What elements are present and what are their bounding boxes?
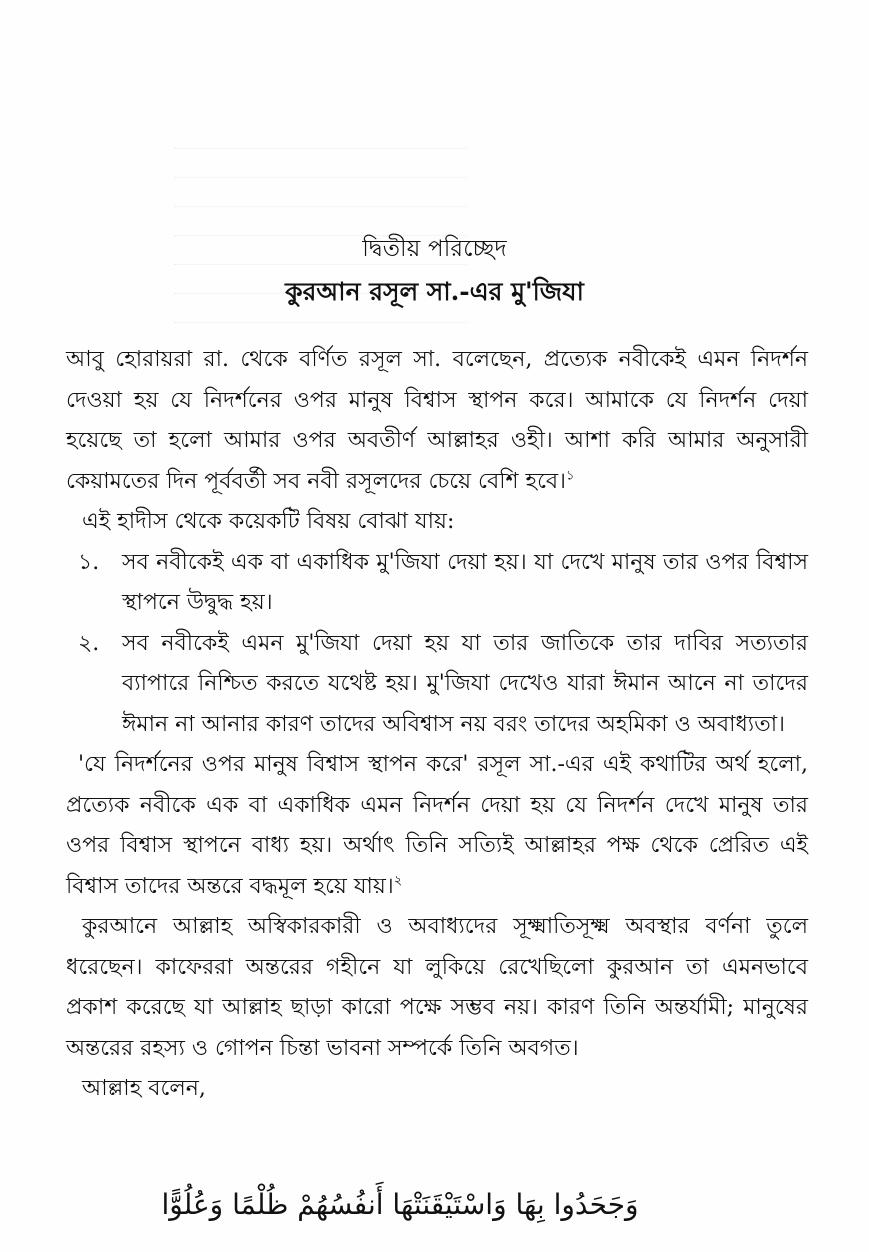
footnote-marker-1: ১: [566, 468, 575, 484]
paragraph-quran: কুরআনে আল্লাহ অস্বিকারকারী ও অবাধ্যদের সূক্ষ্মাতিসূক্ষ্ম অবস্থার বর্ণনা তুলে ধরেছেন। কাফেররা অন্তরের গহীনে যা লুকিয়ে রেখেছিলো কুরআন তা এমনভাবে প্রকাশ করেছে যা আল্লাহ ছাড়া কারো পক্ষে সম্ভব নয়। কারণ তিনি অন্তর্যামী; মানুষের অন্তরের রহস্য ও গোপন চিন্তা ভাবনা সম্পর্কে তিনি অবগত।: [66, 914, 808, 1061]
list-number: ২.: [78, 630, 100, 656]
list-item: [66, 624, 808, 746]
chapter-label: দ্বিতীয় পরিচ্ছেদ: [362, 236, 507, 262]
paragraph-intro-list: এই হাদীস থেকে কয়েকটি বিষয় বোঝা যায়:: [82, 509, 455, 534]
paragraph-hadith: আবু হোরায়রা রা. থেকে বর্ণিত রসূল সা. বলেছেন, প্রত্যেক নবীকেই এমন নিদর্শন দেওয়া হয় যে নিদর্শনের ওপর মানুষ বিশ্বাস স্থাপন করে। আমাকে যে নিদর্শন দেয়া হয়েছে তা হলো আমার ওপর অবতীর্ণ আল্লাহর ওহী। আশা করি আমার অনুসারী কেয়ামতের দিন পূর্ববর্তী সব নবী রসূলদের চেয়ে বেশি হবে।$^১$: [66, 347, 808, 494]
footnote-marker-2: ২: [393, 873, 403, 889]
paragraph-explanation: 'যে নিদর্শনের ওপর মানুষ বিশ্বাস স্থাপন করে' রসূল সা.-এর এই কথাটির অর্থ হলো, প্রত্যেক নবীকে এক বা একাধিক এমন নিদর্শন দেয়া হয় যে নিদর্শন দেখে মানুষ তার ওপর বিশ্বাস স্থাপনে বাধ্য হয়। অর্থাৎ তিনি সত্যিই আল্লাহর পক্ষ থেকে প্রেরিত এই বিশ্বাস তাদের অন্তরে বদ্ধমূল হয়ে যায়।$^২$: [66, 752, 808, 899]
list-item: [66, 543, 808, 624]
chapter-title: কুরআন রসূল সা.-এর মু'জিযা: [285, 277, 584, 306]
list-item-text: সব নবীকেই এক বা একাধিক মু'জিযা দেয়া হয়। যা দেখে মানুষ তার ওপর বিশ্বাস স্থাপনে উদ্বুদ্ধ হয়।: [122, 549, 808, 615]
point-list: [66, 543, 808, 746]
list-item-text: সব নবীকেই এমন মু'জিযা দেয়া হয় যা তার জাতিকে তার দাবির সত্যতার ব্যাপারে নিশ্চিত করতে যথেষ্ট হয়। মু'জিযা দেখেও যারা ঈমান আনে না তাদের ঈমান না আনার কারণ তাদের অবিশ্বাস নয় বরং তাদের অহমিকা ও অবাধ্যতা।: [122, 630, 808, 737]
paragraph-allah-says: আল্লাহ বলেন,: [82, 1076, 206, 1101]
arabic-verse: وَجَحَدُوا بِهَا وَاسْتَيْقَنَتْهَا أَنفُسُهُمْ ظُلْمًا وَعُلُوًّا: [161, 1188, 639, 1221]
list-number: ১.: [78, 549, 100, 575]
body-text: [66, 340, 808, 1110]
